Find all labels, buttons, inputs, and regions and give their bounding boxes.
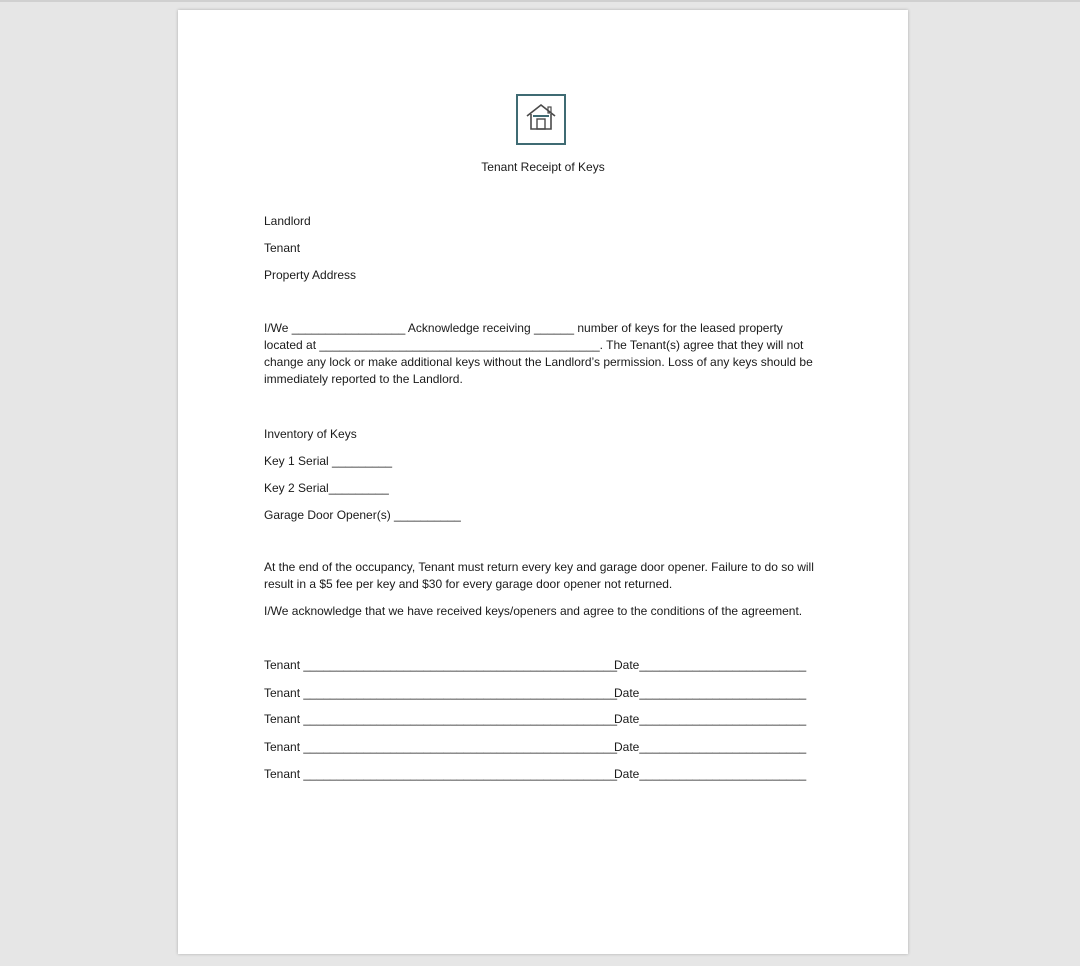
- acknowledgement-line: I/We _________________ Acknowledge receiving ______ number of keys for the leased property: [264, 321, 783, 335]
- signature-row: [264, 657, 807, 674]
- garage-opener-field: Garage Door Opener(s) __________: [264, 508, 461, 522]
- acknowledgement-paragraph: [264, 320, 834, 388]
- acknowledgement-line: change any lock or make additional keys without the Landlord’s permission. Loss of any keys should be: [264, 355, 813, 369]
- landlord-label: Landlord: [264, 214, 311, 228]
- tenant-signature-field: Tenant _______________________________________________: [264, 767, 618, 781]
- date-field: Date_________________________: [614, 712, 807, 726]
- acknowledgement-line: immediately reported to the Landlord.: [264, 372, 463, 386]
- signature-row: [264, 685, 807, 702]
- document-page: [178, 10, 908, 954]
- terms-line: result in a $5 fee per key and $30 for every garage door opener not returned.: [264, 577, 673, 591]
- viewer-top-border: [0, 0, 1080, 2]
- inventory-heading: Inventory of Keys: [264, 427, 357, 441]
- date-field: Date_________________________: [614, 740, 807, 754]
- tenant-label: Tenant: [264, 241, 301, 255]
- agreement-statement: I/We acknowledge that we have received keys/openers and agree to the conditions of the agreement.: [264, 604, 803, 618]
- tenant-signature-field: Tenant _______________________________________________: [264, 740, 618, 754]
- date-field: Date_________________________: [614, 767, 807, 781]
- tenant-signature-field: Tenant _______________________________________________: [264, 712, 618, 726]
- tenant-signature-field: Tenant _______________________________________________: [264, 686, 618, 700]
- property-address-label: Property Address: [264, 268, 357, 282]
- tenant-signature-field: Tenant _______________________________________________: [264, 658, 618, 672]
- signature-row: [264, 711, 807, 728]
- key2-serial-field: Key 2 Serial_________: [264, 481, 389, 495]
- house-icon: [524, 102, 558, 137]
- document-title: Tenant Receipt of Keys: [481, 160, 605, 174]
- terms-paragraph: [264, 559, 834, 593]
- date-field: Date_________________________: [614, 686, 807, 700]
- date-field: Date_________________________: [614, 658, 807, 672]
- key1-serial-field: Key 1 Serial _________: [264, 454, 393, 468]
- terms-line: At the end of the occupancy, Tenant must return every key and garage door opener. Failure to do so will: [264, 560, 814, 574]
- logo: [516, 94, 566, 145]
- signature-row: [264, 766, 807, 783]
- acknowledgement-line: located at __________________________________________. The Tenant(s) agree that they will not: [264, 338, 804, 352]
- signature-row: [264, 739, 807, 756]
